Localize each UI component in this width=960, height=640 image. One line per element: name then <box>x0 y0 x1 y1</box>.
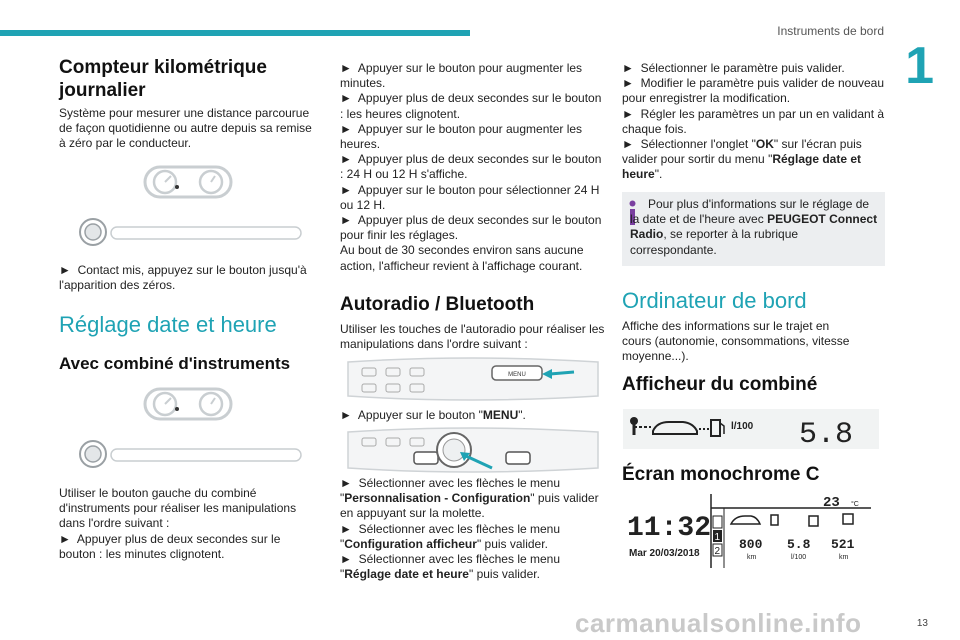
page-number: 13 <box>916 618 928 629</box>
param-steps: ► Sélectionner le paramètre puis valider. ► Modifier le paramètre puis valider de nouveau pour enregistrer la modification. ► Régler les paramètres un par un en validant à chaque fois. ► Sélectionner l'onglet "OK" sur l'écran puis valider pour sortir du menu "Réglage date et heure". <box>622 61 885 182</box>
instrument-cluster-icon <box>143 164 233 200</box>
car-icon <box>653 422 697 434</box>
reset-button-icon <box>77 216 305 248</box>
hour-steps: ► Appuyer sur le bouton pour augmenter les minutes. ► Appuyer plus de deux secondes sur le bouton : les heures clignotent. ► Appuyer sur le bouton pour augmenter les heures. ► Appuyer plus de deux secondes sur le bouton : 24 H ou 12 H s'affiche. ► Appuyer sur le bouton pour sélectionner 24 H ou 12 H. ► Appuyer plus de deux secondes sur le bouton pour finir les réglages. Au bout de 30 secondes environ sans aucune action, l'afficheur revient à l'affichage courant. <box>340 61 602 273</box>
car-tab-icon <box>713 516 722 528</box>
trip-description: Système pour mesurer une distance parcourue de façon quotidienne ou autre depuis sa remise à zéro par le conducteur. <box>59 106 312 151</box>
range-car-icon <box>731 516 760 524</box>
radio-intro: Utiliser les touches de l'autoradio pour réaliser les manipulations dans l'ordre suivant : <box>340 322 605 352</box>
time-display: 11:32 <box>627 513 712 544</box>
date-time-title: Réglage date et heure <box>59 312 277 337</box>
arrow-icon: ► <box>622 76 634 91</box>
cluster-display <box>623 409 879 449</box>
arrow-icon: ► <box>340 152 352 167</box>
fuel-pump-icon <box>711 420 720 436</box>
arrow-icon: ► <box>340 91 352 106</box>
selection-steps: ► Sélectionner avec les flèches le menu "Personnalisation - Configuration" puis valider en appuyant sur la molette. ► Sélectionner avec les flèches le menu "Configuration afficheur" puis valider. ► Sélectionner avec les flèches le menu "Réglage date et heure" puis valider. <box>340 476 599 582</box>
cluster-display-graphic <box>623 409 879 449</box>
arrow-icon: ► <box>59 531 71 546</box>
distance-value: 521 <box>831 537 855 552</box>
arrow-icon: ► <box>622 137 634 152</box>
monochrome-graphic <box>625 494 883 568</box>
date-display: Mar 20/03/2018 <box>629 548 700 559</box>
arrow-icon: ► <box>59 263 71 277</box>
arrow-icon: ► <box>622 106 634 121</box>
consumption-fuel-icon <box>771 515 778 525</box>
range-unit: km <box>747 554 757 561</box>
range-value: 800 <box>739 537 763 552</box>
arrow-icon: ► <box>340 552 352 567</box>
temp-unit: °C <box>851 501 859 508</box>
distance-unit: km <box>839 554 849 561</box>
arrow-icon: ► <box>340 408 352 422</box>
trip-title: Compteur kilométrique journalier <box>59 57 267 101</box>
trip-step: ► Contact mis, appuyez sur le bouton jusqu'à l'apparition des zéros. <box>59 263 307 293</box>
consumption-unit: l/100 <box>791 554 807 561</box>
radio-panel-knob <box>342 426 604 474</box>
combine-title: Avec combiné d'instruments <box>59 354 291 373</box>
info-text: Pour plus d'informations sur le réglage de la date et de l'heure avec PEUGEOT Connect Radio, se reporter à la rubrique correspondante. <box>630 197 878 257</box>
combine-intro: Utiliser le bouton gauche du combiné d'instruments pour réaliser les manipulations dans l'ordre suivant : ► Appuyer plus de deux secondes sur le bouton : les minutes clignotent. <box>59 486 297 561</box>
arrow-icon: ► <box>340 213 352 228</box>
radio-title: Autoradio / Bluetooth <box>340 294 535 315</box>
consumption-value: 5.8 <box>787 537 811 552</box>
trip-1-label: 1 <box>714 532 721 543</box>
arrow-icon: ► <box>340 182 352 197</box>
instrument-cluster-icon-2 <box>143 386 233 422</box>
monochrome-screen <box>625 494 883 568</box>
arrow-icon: ► <box>340 121 352 136</box>
flag-icon <box>843 514 853 524</box>
temp-value: 23 <box>823 495 840 511</box>
radio-panel-menu <box>342 356 604 402</box>
trip-2-label: 2 <box>714 546 721 557</box>
display-unit: l/100 <box>731 421 754 432</box>
menu-step: ► Appuyer sur le bouton "MENU". <box>340 408 526 422</box>
computer-title: Ordinateur de bord <box>622 288 807 313</box>
display-value: 5.8 <box>799 418 854 449</box>
header-accent-bar <box>0 30 470 36</box>
arrow-icon: ► <box>340 61 352 75</box>
menu-button-label: MENU <box>508 372 526 378</box>
section-title: Instruments de bord <box>777 24 884 38</box>
left-button-icon <box>77 438 305 470</box>
gauge-icon <box>809 516 818 526</box>
chapter-number: 1 <box>905 37 934 95</box>
arrow-icon: ► <box>340 476 352 490</box>
info-box <box>622 192 885 266</box>
computer-description: Affiche des informations sur le trajet en cours (autonomie, consommations, vitesse moyenne...). <box>622 319 850 364</box>
arrow-icon: ► <box>622 61 634 75</box>
watermark: carmanualsonline.info <box>575 608 862 638</box>
mono-title: Écran monochrome C <box>622 464 820 485</box>
display-title: Afficheur du combiné <box>622 374 818 395</box>
arrow-icon: ► <box>340 521 352 536</box>
